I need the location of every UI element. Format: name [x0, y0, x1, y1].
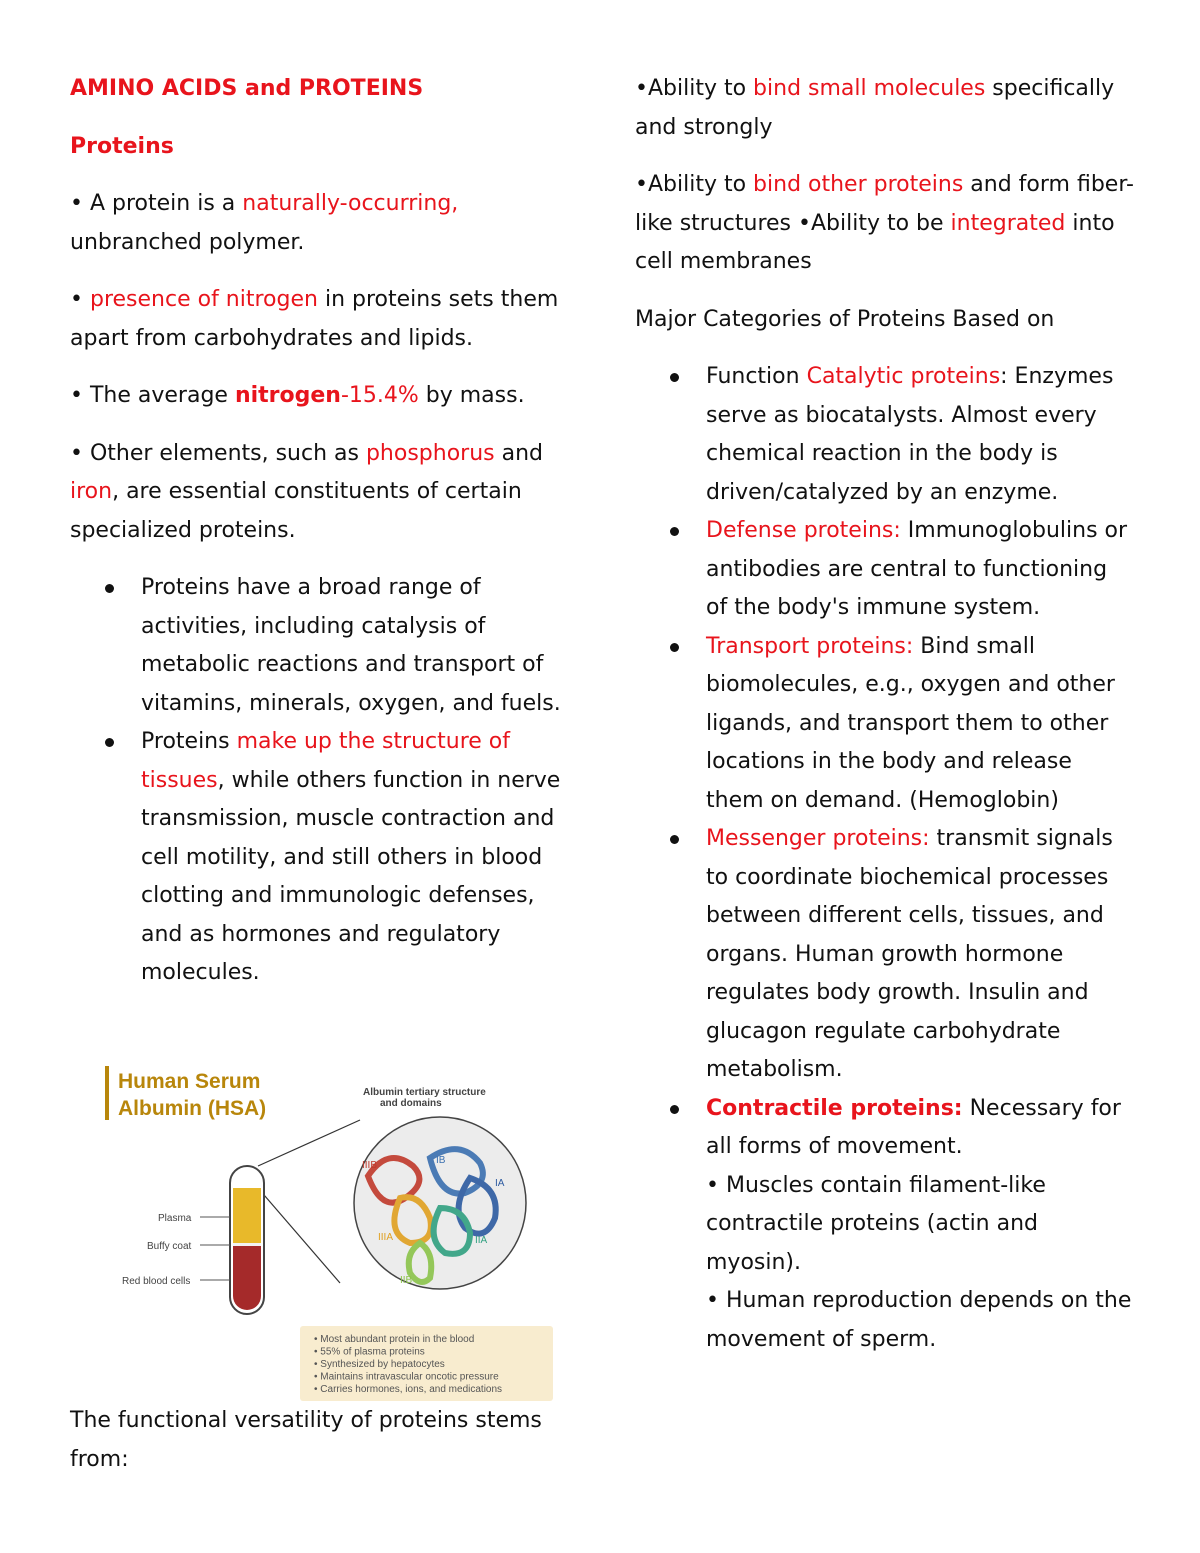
right-column [635, 70, 1135, 1359]
highlighted-text: naturally-occurring, [242, 191, 459, 216]
fact-item: • Most abundant protein in the blood [314, 1334, 475, 1345]
bullet-item [635, 820, 1135, 1090]
highlighted-text: Defense proteins: [706, 518, 901, 543]
text-run: Necessary for all forms of movement. [706, 1095, 1121, 1159]
paragraph [70, 281, 570, 358]
text-run: • A protein is a [70, 191, 243, 216]
fact-item: • 55% of plasma proteins [314, 1346, 425, 1358]
left-paragraphs [70, 185, 570, 550]
text-run: : Enzymes serve as biocatalysts. Almost every chemical reaction in the body is driven/catalyzed by an enzyme. [706, 364, 1114, 505]
text-run: Immunoglobulins or antibodies are central to functioning of the body's immune system. [706, 518, 1128, 620]
highlighted-text: bind other proteins [753, 172, 964, 197]
highlighted-text: iron [70, 479, 113, 504]
highlighted-text: bind small molecules [753, 76, 986, 101]
structure-title-line2: and domains [380, 1098, 442, 1109]
bullet-dot-icon [670, 643, 679, 652]
domain-label-iiib: IIIB [362, 1160, 378, 1171]
text-run: • [70, 287, 90, 312]
section-heading: Proteins [70, 133, 174, 159]
paragraph [635, 70, 1135, 147]
domain-label-iiia: IIIA [378, 1232, 394, 1243]
bullet-dot-icon [105, 584, 114, 593]
highlighted-text: Contractile proteins: [706, 1095, 963, 1121]
text-run: •Ability to [635, 172, 754, 197]
sub-bullet: • Muscles contain filament-like contractile proteins (actin and myosin). [706, 1172, 1046, 1275]
albumin-figure [100, 1058, 560, 1403]
paragraph [635, 166, 1135, 282]
bullet-dot-icon [670, 835, 679, 844]
bullet-dot-icon [105, 738, 114, 747]
highlighted-text: nitrogen [234, 383, 341, 408]
paragraph [70, 185, 570, 262]
bullet-item [70, 569, 570, 723]
zoom-line-top [258, 1120, 360, 1166]
fact-item: • Synthesized by hepatocytes [314, 1359, 445, 1370]
text-run: specifically and strongly [635, 76, 1115, 140]
buffy-coat-label: Buffy coat [147, 1241, 192, 1252]
highlighted-text: Transport proteins: [706, 633, 914, 659]
domain-label-ib: IB [436, 1155, 446, 1166]
highlighted-text: phosphorus [365, 440, 495, 466]
structure-title-line1: Albumin tertiary structure [363, 1087, 486, 1098]
text-run: Proteins [141, 729, 237, 754]
text-run: and [494, 440, 544, 466]
domain-label-iib: IIB [400, 1275, 413, 1286]
zoom-line-bottom [258, 1188, 340, 1283]
structure-circle [354, 1117, 526, 1289]
title-bar [105, 1066, 109, 1120]
left-bullet-list [70, 569, 570, 993]
text-run: •Ability to [635, 76, 754, 101]
document-title: AMINO ACIDS and PROTEINS [70, 76, 424, 101]
text-run: Proteins have a broad range of activities, including catalysis of metabolic reactions and transport of vitamins, minerals, oxygen, and fuels. [141, 575, 561, 716]
highlighted-text: -15.4% [340, 383, 419, 408]
buffy-coat-layer [233, 1243, 261, 1246]
paragraph [70, 435, 570, 551]
text-run: and form fiber-like structures •Ability to be [635, 172, 1134, 236]
text-run: , are essential constituents of certain specialized proteins. [70, 479, 522, 543]
bullet-item [70, 723, 570, 993]
bullet-item [635, 512, 1135, 628]
domain-label-iia: IIA [475, 1235, 488, 1246]
text-run: transmit signals to coordinate biochemical processes between different cells, tissues, and organs. Human growth hormone regulates body growth. Insulin and glucagon regulate carbohydrate metabolism. [706, 826, 1113, 1082]
text-run: into cell membranes [635, 210, 1115, 274]
plasma-layer [233, 1188, 261, 1243]
bullet-item [635, 628, 1135, 821]
highlighted-text: Catalytic proteins [806, 364, 1001, 389]
figure-caption: The functional versatility of proteins stems from: [70, 1408, 542, 1472]
figure-title-line1: Human Serum [118, 1070, 261, 1093]
left-column [70, 70, 570, 993]
text-run: • Other elements, such as [70, 440, 366, 466]
highlighted-text: Messenger proteins: [706, 826, 930, 851]
bullet-item [635, 358, 1135, 512]
highlighted-text: integrated [950, 210, 1066, 236]
sub-bullet: • Human reproduction depends on the movement of sperm. [706, 1288, 1132, 1352]
text-run: • The average [70, 383, 235, 408]
paragraph [70, 377, 570, 416]
text-run: unbranched polymer. [70, 229, 305, 255]
plasma-label: Plasma [158, 1213, 192, 1224]
text-run: Function [706, 364, 807, 389]
paragraph [635, 301, 1135, 340]
right-paragraphs [635, 70, 1135, 339]
red-blood-cells-label: Red blood cells [122, 1276, 191, 1287]
red-blood-cells-layer [233, 1246, 261, 1310]
bullet-dot-icon [670, 373, 679, 382]
fact-item: • Carries hormones, ions, and medications [314, 1384, 503, 1395]
figure-title-line2: Albumin (HSA) [118, 1097, 267, 1120]
text-run: by mass. [418, 383, 525, 408]
text-run: Major Categories of Proteins Based on [635, 306, 1055, 332]
albumin-figure-svg [100, 1058, 560, 1403]
domain-label-ia: IA [495, 1178, 505, 1189]
text-run: in proteins sets them apart from carbohydrates and lipids. [70, 287, 559, 351]
bullet-dot-icon [670, 1105, 679, 1114]
highlighted-text: make up the structure of tissues [141, 729, 511, 793]
right-bullet-list [635, 358, 1135, 1359]
bullet-item [635, 1090, 1135, 1360]
text-run: Bind small biomolecules, e.g., oxygen and other ligands, and transport them to other locations in the body and release them on demand. (Hemoglobin) [706, 633, 1115, 813]
text-run: , while others function in nerve transmission, muscle contraction and cell motility, and still others in blood clotting and immunologic defenses, and as hormones and regulatory molecules. [141, 767, 561, 985]
fact-item: • Maintains intravascular oncotic pressure [314, 1371, 499, 1383]
bullet-dot-icon [670, 527, 679, 536]
highlighted-text: presence of nitrogen [89, 287, 318, 312]
